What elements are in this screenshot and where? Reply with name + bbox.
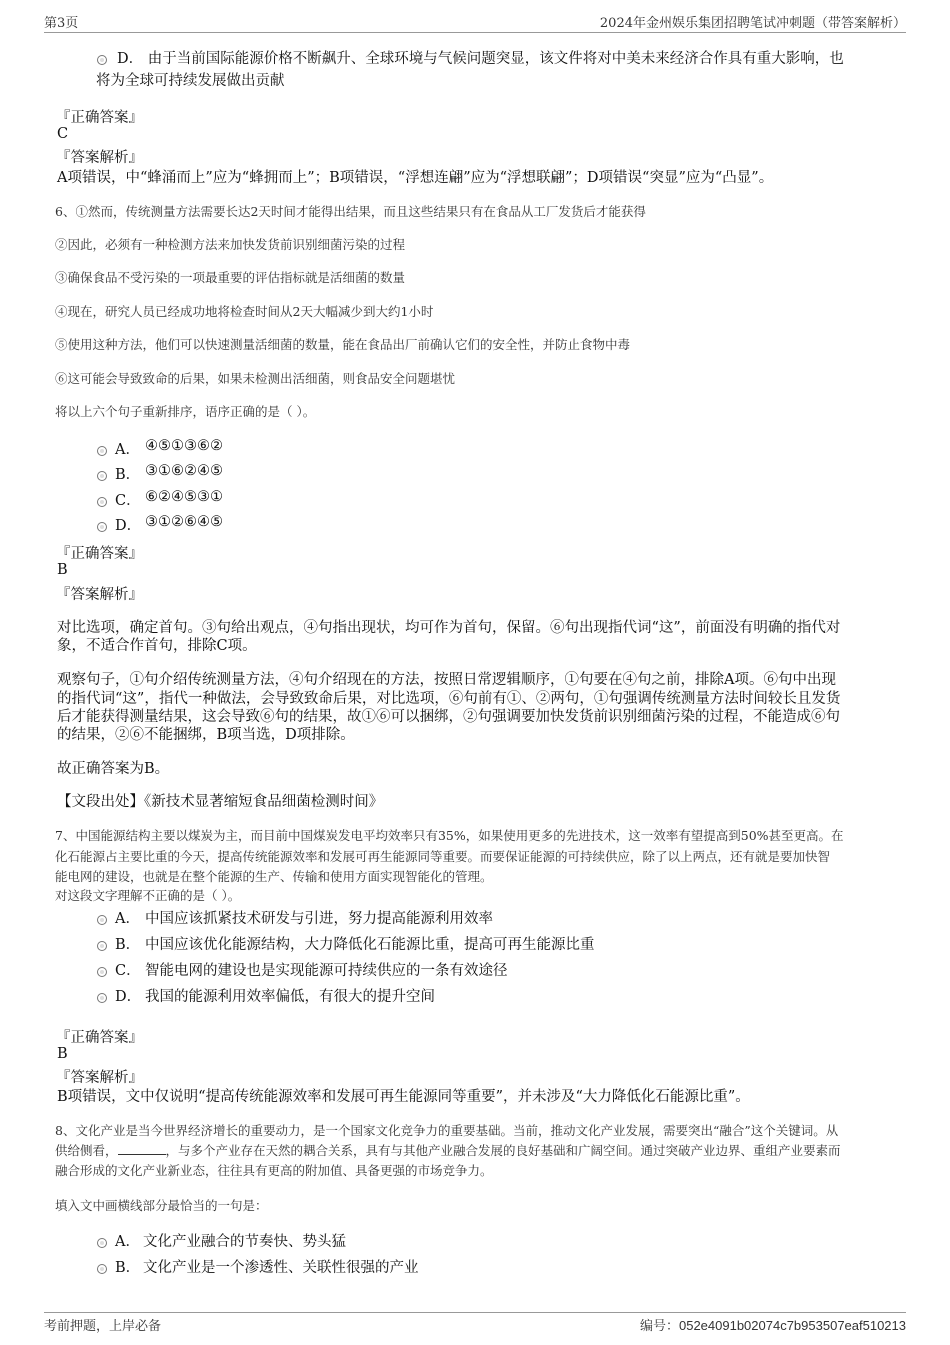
- q8-stem-line2-post: ，与多个产业存在天然的耦合关系，具有与其他产业融合发展的良好基础和广阔空间。通过突破产业边界、重组产业要素而: [165, 1143, 841, 1158]
- q6-sentence-1: 6、①然而，传统测量方法需要长达2天时间才能得出结果，而且这些结果只有在食品从工厂发货后才能获得: [55, 204, 646, 219]
- q6-sentence-6: ⑥这可能会导致致命的后果，如果未检测出活细菌，则食品安全问题堪忧: [55, 371, 456, 386]
- radio-q7-c[interactable]: [97, 967, 107, 977]
- page-number: 第3页: [44, 16, 79, 31]
- q6-sentence-3: ③确保食品不受污染的一项最重要的评估指标就是活细菌的数量: [55, 270, 406, 285]
- footer-slogan: 考前押题，上岸必备: [44, 1319, 162, 1334]
- q5-analysis: A项错误，中“蜂涌而上”应为“蜂拥而上”；B项错误，“浮想连翩”应为“浮想联翩”；D项错误“突显”应为“凸显”。: [57, 170, 774, 186]
- footer-rule: [44, 1312, 906, 1313]
- footer-id: [640, 1315, 906, 1334]
- q5-analysis-label: 『答案解析』: [56, 150, 143, 166]
- q6-option-c-label: C．: [115, 493, 141, 509]
- radio-q6-b[interactable]: [97, 471, 107, 481]
- q6-analysis-label: 『答案解析』: [56, 587, 143, 603]
- q7-analysis-label: 『答案解析』: [56, 1070, 143, 1086]
- footer-id-value: 052e4091b02074c7b953507eaf510213: [678, 1318, 906, 1333]
- q6-analysis-p2-line3: 后才能获得测量结果，这会导致⑥句的结果，故①⑥可以捆绑，②句强调要加快发货前识别细菌污染的过程，不能造成⑥句: [57, 709, 840, 725]
- document-title: 2024年金州娱乐集团招聘笔试冲刺题（带答案解析）: [599, 16, 906, 31]
- q7-option-c-label: C．: [115, 963, 141, 979]
- q6-analysis-p2-line4: 的结果，②⑥不能捆绑，B项当选，D项排除。: [57, 727, 355, 743]
- q7-option-d-label: D．: [115, 989, 142, 1005]
- radio-q8-a[interactable]: [97, 1238, 107, 1248]
- radio-q5-d[interactable]: [97, 55, 107, 65]
- q7-stem-line1: 7、中国能源结构主要以煤炭为主，而目前中国煤炭发电平均效率只有35%，如果使用更多的先进技术，这一效率有望提高到50%甚至更高。在: [55, 828, 844, 843]
- radio-q6-c[interactable]: [97, 497, 107, 507]
- q6-sentence-4: ④现在，研究人员已经成功地将检查时间从2天大幅减少到大约1小时: [55, 304, 434, 319]
- q7-prompt: 对这段文字理解不正确的是（ ）。: [55, 888, 241, 903]
- radio-q6-a[interactable]: [97, 446, 107, 456]
- q6-sentence-5: ⑤使用这种方法，他们可以快速测量活细菌的数量，能在食品出厂前确认它们的安全性，并防止食物中毒: [55, 337, 631, 352]
- q6-option-c-text: ⑥②④⑤③①: [145, 489, 223, 505]
- q8-option-a-label: A．: [115, 1234, 140, 1250]
- q6-option-d-label: D．: [115, 518, 142, 534]
- q7-option-b-text: 中国应该优化能源结构，大力降低化石能源比重，提高可再生能源比重: [145, 937, 595, 953]
- radio-q7-d[interactable]: [97, 993, 107, 1003]
- q8-stem-line2-pre: 供给侧看，: [55, 1143, 118, 1158]
- q6-analysis-p2-line2: 的指代词“这”，指代一种做法，会导致致命后果，对比选项，⑥句前有①、②两句，①句强调传统测量方法时间较长且发货: [57, 691, 841, 707]
- q7-analysis: B项错误，文中仅说明“提高传统能源效率和发展可再生能源同等重要”，并未涉及“大力降低化石能源比重”。: [57, 1089, 750, 1105]
- q6-option-b-label: B．: [115, 467, 141, 483]
- q7-stem-line2: 化石能源占主要比重的今天，提高传统能源效率和发展可再生能源同等重要。而要保证能源的可持续供应，除了以上两点，还有就是要加快智: [55, 849, 831, 864]
- q5-option-d-line1: D． 由于当前国际能源价格不断飙升、全球环境与气候问题突显，该文件将对中美未来经济合作具有重大影响，也: [117, 51, 844, 67]
- q7-option-d-text: 我国的能源利用效率偏低，有很大的提升空间: [145, 989, 435, 1005]
- q6-option-a-text: ④⑤①③⑥②: [145, 438, 223, 454]
- footer-id-label: 编号：: [639, 1319, 679, 1334]
- q7-answer-label: 『正确答案』: [56, 1030, 143, 1046]
- q6-answer: B: [57, 562, 68, 578]
- q8-option-b-label: B．: [115, 1260, 141, 1276]
- q8-option-a-text: 文化产业融合的节奏快、势头猛: [143, 1234, 346, 1250]
- q6-analysis-p1-line2: 象，不适合作首句，排除C项。: [57, 638, 257, 654]
- radio-q6-d[interactable]: [97, 522, 107, 532]
- q5-answer: C: [57, 126, 69, 142]
- q8-stem-line3: 融合形成的文化产业新业态，往往具有更高的附加值、具备更强的市场竞争力。: [55, 1163, 493, 1178]
- q6-option-d-text: ③①②⑥④⑤: [145, 514, 223, 530]
- q6-analysis-p1-line1: 对比选项，确定首句。③句给出观点，④句指出现状，均可作为首句，保留。⑥句出现指代词“这”，前面没有明确的指代对: [57, 620, 841, 636]
- header-rule: [44, 32, 906, 33]
- q6-option-b-text: ③①⑥②④⑤: [145, 463, 223, 479]
- q5-option-d-line2: 将为全球可持续发展做出贡献: [96, 73, 285, 89]
- q7-option-a-text: 中国应该抓紧技术研发与引进，努力提高能源利用效率: [145, 911, 493, 927]
- q8-fill-blank: [118, 1143, 166, 1155]
- q8-prompt: 填入文中画横线部分最恰当的一句是：: [55, 1198, 268, 1213]
- q5-answer-label: 『正确答案』: [56, 110, 143, 126]
- q6-option-a-label: A．: [115, 442, 140, 458]
- q6-source: 【文段出处】《新技术显著缩短食品细菌检测时间》: [57, 794, 384, 810]
- q6-sentence-2: ②因此，必须有一种检测方法来加快发货前识别细菌污染的过程: [55, 237, 406, 252]
- q8-option-b-text: 文化产业是一个渗透性、关联性很强的产业: [143, 1260, 419, 1276]
- q7-stem-line3: 能电网的建设，也就是在整个能源的生产、传输和使用方面实现智能化的管理。: [55, 869, 493, 884]
- q6-answer-label: 『正确答案』: [56, 546, 143, 562]
- q6-analysis-p2-line1: 观察句子，①句介绍传统测量方法，④句介绍现在的方法，按照日常逻辑顺序，①句要在④句之前，排除A项。⑥句中出现: [57, 672, 836, 688]
- q7-option-a-label: A．: [115, 911, 140, 927]
- q8-stem-line1: 8、文化产业是当今世界经济增长的重要动力，是一个国家文化竞争力的重要基础。当前，推动文化产业发展，需要突出“融合”这个关键词。从: [55, 1123, 839, 1138]
- radio-q7-a[interactable]: [97, 915, 107, 925]
- q6-prompt: 将以上六个句子重新排序，语序正确的是（ ）。: [55, 404, 316, 419]
- q7-option-b-label: B．: [115, 937, 141, 953]
- q8-stem-line2: [55, 1141, 841, 1159]
- q7-answer: B: [57, 1046, 68, 1062]
- radio-q8-b[interactable]: [97, 1264, 107, 1274]
- q7-option-c-text: 智能电网的建设也是实现能源可持续供应的一条有效途径: [145, 963, 508, 979]
- radio-q7-b[interactable]: [97, 941, 107, 951]
- q6-conclusion: 故正确答案为B。: [57, 761, 170, 777]
